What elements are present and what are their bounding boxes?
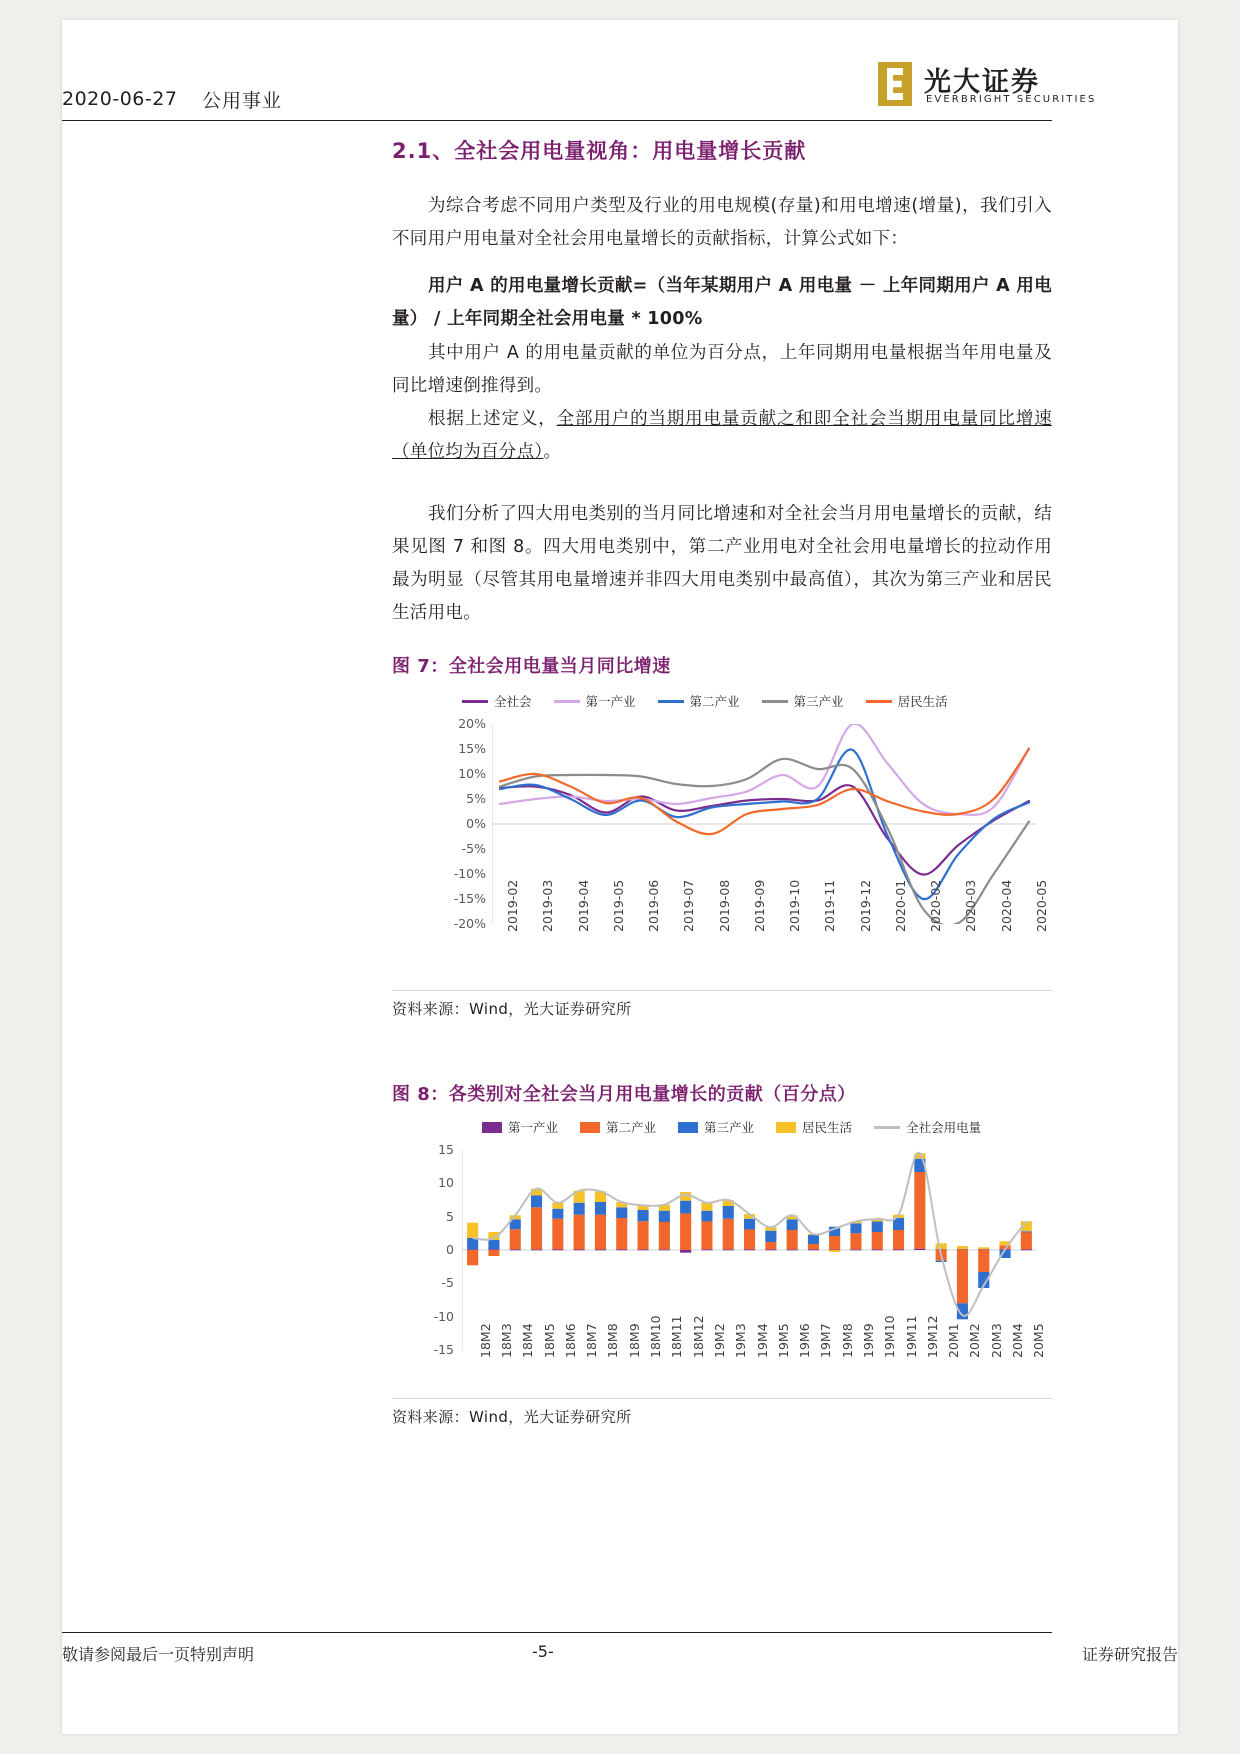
x-tick-label: 20M2 — [967, 1323, 983, 1358]
legend-label: 第一产业 — [508, 1120, 559, 1135]
y-tick-label: 10 — [438, 1175, 454, 1191]
x-tick-label: 18M8 — [605, 1323, 621, 1358]
legend-item-2 — [658, 692, 740, 710]
footer-page-number: -5- — [532, 1642, 554, 1661]
legend-label: 居民生活 — [802, 1120, 853, 1135]
x-tick-label: 18M10 — [648, 1315, 664, 1358]
x-tick-label: 2019-08 — [716, 879, 732, 932]
document-page — [62, 20, 1178, 1734]
y-tick-label: 0% — [466, 816, 486, 831]
legend-label: 第一产业 — [585, 694, 636, 709]
figure-7-legend — [462, 692, 948, 710]
y-tick-label: 15 — [438, 1142, 454, 1157]
y-tick-label: 10% — [458, 766, 486, 781]
y-tick-label: -5% — [461, 841, 486, 856]
figure-8-source: 资料来源：Wind，光大证券研究所 — [392, 1408, 632, 1426]
x-tick-label: 19M11 — [903, 1315, 919, 1358]
x-tick-label: 18M3 — [498, 1323, 514, 1358]
x-tick-label: 2019-09 — [751, 879, 767, 932]
figure-7-source-divider — [392, 990, 1052, 991]
x-tick-label: 18M9 — [626, 1323, 642, 1358]
figure-8-chart — [392, 1110, 1052, 1400]
x-tick-label: 2019-03 — [540, 879, 556, 932]
footer-divider — [62, 1632, 1052, 1633]
x-tick-label: 19M4 — [754, 1323, 770, 1358]
y-tick-label: -20% — [453, 916, 486, 931]
x-tick-label: 2020-05 — [1034, 879, 1049, 932]
x-tick-label: 18M7 — [584, 1323, 600, 1358]
header-divider — [62, 120, 1052, 121]
company-logo — [878, 62, 1178, 110]
legend-item-3 — [762, 692, 844, 710]
x-tick-label: 20M4 — [1010, 1323, 1026, 1358]
x-tick-label: 18M6 — [562, 1323, 578, 1358]
x-tick-label: 19M6 — [797, 1323, 813, 1358]
x-tick-label: 2020-04 — [998, 879, 1014, 932]
figure-8-caption: 图 8：各类别对全社会当月用电量增长的贡献（百分点） — [392, 1084, 856, 1105]
x-tick-label: 18M11 — [669, 1315, 685, 1358]
legend-item-0 — [462, 692, 532, 710]
figure-7-chart — [392, 682, 1052, 987]
header-sector: 公用事业 — [202, 90, 283, 112]
paragraph-4 — [392, 403, 1052, 469]
legend-item-1 — [554, 692, 636, 710]
x-tick-label: 19M2 — [711, 1323, 727, 1358]
x-tick-label: 2020-03 — [963, 879, 979, 932]
figure-7-source: 资料来源：Wind，光大证券研究所 — [392, 1000, 632, 1018]
y-tick-label: -10 — [433, 1308, 454, 1324]
paragraph-4-tail: 。 — [543, 442, 562, 462]
legend-item-3 — [776, 1118, 852, 1136]
y-tick-label: 5 — [446, 1208, 454, 1224]
footer-right: 证券研究报告 — [1081, 1645, 1178, 1664]
x-tick-label: 19M12 — [924, 1315, 940, 1358]
legend-item-2 — [678, 1118, 754, 1136]
x-tick-label: 18M2 — [477, 1323, 493, 1358]
logo-name-en: EVERBRIGHT SECURITIES — [926, 94, 1097, 105]
x-tick-label: 2020-01 — [892, 879, 908, 932]
y-tick-label: 0 — [446, 1242, 454, 1257]
legend-label: 第三产业 — [793, 694, 844, 709]
x-tick-label: 18M4 — [520, 1323, 536, 1358]
header-date: 2020-06-27 — [62, 88, 178, 110]
logo-name-cn: 光大证券 — [924, 67, 1040, 98]
x-tick-label: 2019-02 — [505, 879, 520, 932]
figure-8-source-divider — [392, 1398, 1052, 1399]
x-tick-label: 2019-10 — [787, 879, 803, 932]
paragraph-3: 其中用户 A 的用电量贡献的单位为百分点，上年同期用电量根据当年用电量及同比增速倒推得到。 — [392, 343, 1052, 396]
x-tick-label: 20M1 — [946, 1323, 962, 1358]
legend-item-4 — [866, 692, 948, 710]
figure-8-legend — [482, 1118, 981, 1136]
x-tick-label: 2019-06 — [646, 879, 662, 932]
y-tick-label: 5% — [466, 791, 486, 806]
x-tick-label: 19M7 — [818, 1323, 834, 1358]
x-tick-label: 18M12 — [690, 1315, 706, 1358]
paragraph-5: 我们分析了四大用电类别的当月同比增速和对全社会当月用电量增长的贡献，结果见图 7 和图 8。四大用电类别中，第二产业用电对全社会用电量增长的拉动作用最为明显（尽管其用电量增速并非四大用电类别中最高值），其次为第三产业和居民生活用电。 — [392, 504, 1052, 623]
logo-mark-icon — [878, 62, 912, 106]
legend-label: 第三产业 — [704, 1120, 755, 1135]
figure-7-caption: 图 7：全社会用电量当月同比增速 — [392, 656, 671, 677]
legend-label: 全社会 — [494, 694, 532, 709]
x-tick-label: 2019-11 — [822, 879, 838, 932]
y-tick-label: -5 — [441, 1275, 454, 1291]
x-tick-label: 19M10 — [882, 1315, 898, 1358]
paragraph-4-underlined: 全部用户的当期用电量贡献之和即全社会当期用电量同比增速（单位均为百分点） — [392, 409, 1052, 462]
paragraph-4-lead: 根据上述定义， — [428, 409, 557, 429]
y-tick-label: -15 — [433, 1342, 454, 1357]
legend-label: 居民生活 — [897, 694, 948, 709]
x-tick-label: 18M5 — [541, 1323, 557, 1358]
x-tick-label: 2019-04 — [575, 879, 591, 932]
figure-8-plot — [462, 1150, 1037, 1350]
x-tick-label: 19M3 — [733, 1323, 749, 1358]
x-tick-label: 2019-07 — [681, 879, 697, 932]
paragraph-formula: 用户 A 的用电量增长贡献=（当年某期用户 A 用电量 － 上年同期用户 A 用电量） / 上年同期全社会用电量 * 100% — [392, 276, 1052, 329]
legend-label: 第二产业 — [606, 1120, 657, 1135]
x-tick-label: 2019-12 — [857, 879, 873, 932]
legend-item-0 — [482, 1118, 558, 1136]
footer-left: 敬请参阅最后一页特别声明 — [62, 1645, 255, 1664]
legend-label: 第二产业 — [689, 694, 740, 709]
x-tick-label: 20M5 — [1031, 1323, 1047, 1358]
y-tick-label: -15% — [453, 891, 486, 906]
x-tick-label: 19M5 — [775, 1323, 791, 1358]
legend-item-4 — [874, 1118, 981, 1136]
y-tick-label: 15% — [458, 741, 486, 756]
legend-label: 全社会用电量 — [906, 1120, 982, 1135]
y-tick-label: -10% — [453, 866, 486, 881]
x-tick-label: 20M3 — [988, 1323, 1004, 1358]
section-title: 2.1、全社会用电量视角：用电量增长贡献 — [392, 139, 807, 163]
x-tick-label: 2020-02 — [928, 879, 944, 932]
x-tick-label: 19M8 — [839, 1323, 855, 1358]
x-tick-label: 2019-05 — [610, 879, 626, 932]
x-tick-label: 19M9 — [860, 1323, 876, 1358]
paragraph-1: 为综合考虑不同用户类型及行业的用电规模(存量)和用电增速(增量)，我们引入不同用户用电量对全社会用电量增长的贡献指标，计算公式如下： — [392, 196, 1052, 249]
y-tick-label: 20% — [458, 716, 486, 731]
legend-item-1 — [580, 1118, 656, 1136]
